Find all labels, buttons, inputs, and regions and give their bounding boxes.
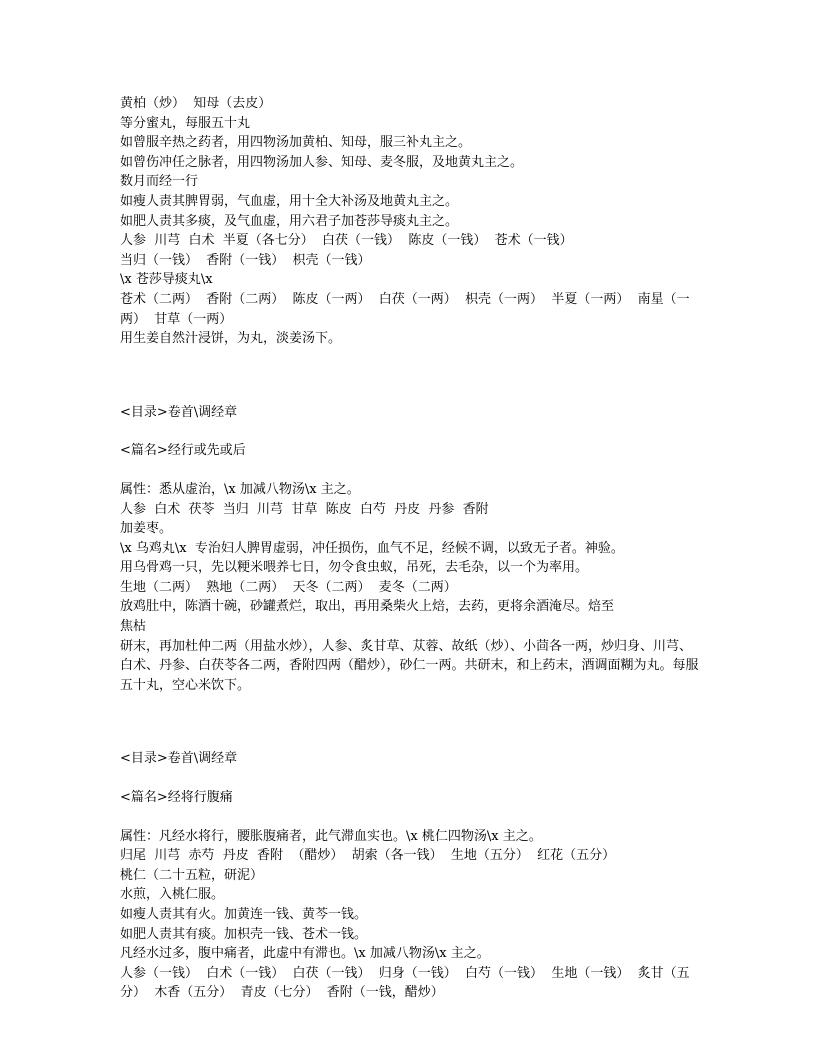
text-line: 属性：悉从虚治，\x 加减八物汤\x 主之。 — [120, 481, 360, 497]
text-line: 生地（二两） 熟地（二两） 天冬（二两） 麦冬（二两） — [120, 579, 457, 595]
text-line: 如肥人责其多痰，及气血虚，用六君子加苍莎导痰丸主之。 — [120, 213, 459, 229]
text-line: 人参（一钱） 白术（一钱） 白茯（一钱） 归身（一钱） 白芍（一钱） 生地（一钱） 炙甘（五分） 木香（五分） 青皮（七分） 香附（一钱，醋炒） — [120, 965, 690, 1001]
chapter-title: <篇名>经将行腹痛 — [120, 790, 233, 806]
text-line: 如曾服辛热之药者，用四物汤加黄柏、知母，服三补丸主之。 — [120, 135, 472, 151]
text-line: 归尾 川芎 赤芍 丹皮 香附 （醋炒） 胡索（各一钱） 生地（五分） 红花（五分） — [120, 848, 616, 864]
text-line: \x 苍莎导痰丸\x — [120, 272, 213, 288]
text-line: 苍术（二两） 香附（二两） 陈皮（一两） 白茯（一两） 枳壳（一两） 半夏（一两） 南星（一两） 甘草（一两） — [120, 291, 690, 327]
text-line: 桃仁（二十五粒，研泥） — [120, 867, 264, 883]
text-line: 人参 白术 茯苓 当归 川芎 甘草 陈皮 白芍 丹皮 丹参 香附 — [120, 501, 489, 517]
text-line: 数月而经一行 — [120, 174, 199, 190]
chapter-title: <篇名>经行或先或后 — [120, 443, 246, 459]
section-2 — [120, 403, 700, 696]
text-line: 凡经水过多，腹中痛者，此虚中有滞也。\x 加减八物汤\x 主之。 — [120, 946, 490, 962]
text-line: 用生姜自然汁浸饼，为丸，淡姜汤下。 — [120, 331, 342, 347]
toc-heading: <目录>卷首\调经章 — [120, 404, 238, 420]
text-line: 人参 川芎 白术 半夏（各七分） 白茯（一钱） 陈皮（一钱） 苍术（一钱） — [120, 233, 573, 249]
text-line: 如肥人责其有痰。加枳壳一钱、苍术一钱。 — [120, 926, 368, 942]
text-line: 如瘦人责其有火。加黄连一钱、黄芩一钱。 — [120, 907, 368, 922]
text-line: \x 乌鸡丸\x 专治妇人脾胃虚弱，冲任损伤，血气不足，经候不调，以致无子者。神验。 — [120, 540, 624, 556]
section-1 — [120, 94, 700, 349]
text-line: 属性：凡经水将行，腰胀腹痛者，此气滞血实也。\x 桃仁四物汤\x 主之。 — [120, 828, 542, 844]
section-3 — [120, 749, 700, 1003]
document-page — [120, 94, 700, 1003]
text-line: 用乌骨鸡一只，先以粳米喂养七日，勿令食虫蚁，吊死，去毛杂，以一个为率用。 — [120, 560, 589, 576]
toc-heading: <目录>卷首\调经章 — [120, 751, 238, 767]
text-line: 水煎，入桃仁服。 — [120, 887, 225, 903]
text-line: 如曾伤冲任之脉者，用四物汤加人参、知母、麦冬服，及地黄丸主之。 — [120, 154, 524, 170]
text-line: 放鸡肚中，陈酒十碗，砂罐煮烂，取出，再用桑柴火上焙，去药，更将余酒淹尽。焙至 — [120, 599, 615, 615]
text-line: 如瘦人责其脾胃弱，气血虚，用十全大补汤及地黄丸主之。 — [120, 193, 459, 209]
text-line: 焦枯 — [120, 619, 147, 635]
text-line: 等分蜜丸，每服五十丸 — [120, 115, 251, 131]
text-line: 加姜枣。 — [120, 521, 173, 537]
text-line: 当归（一钱） 香附（一钱） 枳壳（一钱） — [120, 252, 371, 268]
text-line: 黄柏（炒） 知母（去皮） — [120, 96, 272, 111]
text-line: 研末，再加杜仲二两（用盐水炒），人参、炙甘草、苁蓉、故纸（炒）、小茴各一两，炒归身、川芎、白术、丹参、白茯苓各二两，香附四两（醋炒），砂仁一两。共研末，和上药末，酒调面糊为丸。每服五十丸，空心米饮下。 — [120, 638, 699, 693]
